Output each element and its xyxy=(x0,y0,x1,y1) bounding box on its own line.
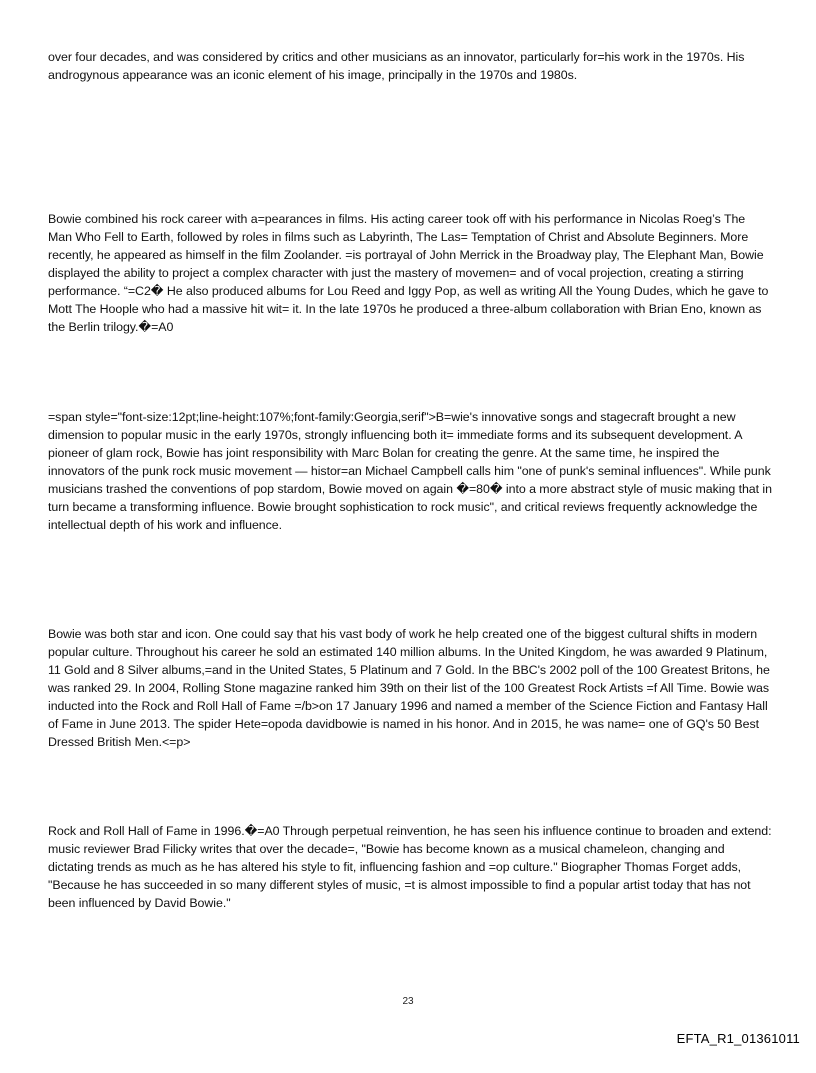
body-paragraph-5: Rock and Roll Hall of Fame in 1996.�=A0 Through perpetual reinvention, he has seen his influence continue to broaden and extend: music reviewer Brad Filicky writes that over the decade=, "Bowie has become known as a musical chameleon, changing and dictating trends as much as he has altered his style to fit, influencing fashion and =op culture." Biographer Thomas Forget adds, "Because he has succeeded in so many different styles of music, =t is almost impossible to find a popular artist today that has not been influenced by David Bowie." xyxy=(48,824,772,910)
document-id: EFTA_R1_01361011 xyxy=(676,1031,800,1046)
page-number: 23 xyxy=(402,996,414,1007)
body-paragraph-4: Bowie was both star and icon. One could say that his vast body of work he help created one of the biggest cultural shifts in modern popular culture. Throughout his career he sold an estimated 140 million albums. In the United Kingdom, he was awarded 9 Platinum, 11 Gold and 8 Silver albums,=and in the United States, 5 Platinum and 7 Gold. In the BBC's 2002 poll of the 100 Greatest Britons, he was ranked 29. In 2004, Rolling Stone magazine ranked him 39th on their list of the 100 Greatest Rock Artists =f All Time. Bowie was inducted into the Rock and Roll Hall of Fame =/b>on 17 January 1996 and named a member of the Science Fiction and Fantasy Hall of Fame in June 2013. The spider Hete=opoda davidbowie is named in his honor. And in 2015, he was name= one of GQ's 50 Best Dressed British Men.<=p> xyxy=(48,627,770,749)
body-paragraph-3: =span style="font-size:12pt;line-height:107%;font-family:Georgia,serif">B=wie's innovative songs and stagecraft brought a new dimension to popular music in the early 1970s, strongly influencing both it= immediate forms and its subsequent development. A pioneer of glam rock, Bowie has joint responsibility with Marc Bolan for creating the genre. At the same time, he inspired the innovators of the punk rock music movement — histor=an Michael Campbell calls him "one of punk's seminal influences". While punk musicians trashed the conventions of pop stardom, Bowie moved on again �=80� into a more abstract style of music making that in turn became a transforming influence. Bowie brought sophistication to rock music", and critical reviews frequently acknowledge the intellectual depth of his work and influence. xyxy=(48,410,772,532)
body-paragraph-1: over four decades, and was considered by critics and other musicians as an innovator, particularly for=his work in the 1970s. His androgynous appearance was an iconic element of his image, principally in the 1970s and 1980s. xyxy=(48,50,745,82)
body-paragraph-2: Bowie combined his rock career with a=pearances in films. His acting career took off with his performance in Nicolas Roeg’s The Man Who Fell to Earth, followed by roles in films such as Labyrinth, The Las= Temptation of Christ and Absolute Beginners. More recently, he appeared as himself in the film Zoolander. =is portrayal of John Merrick in the Broadway play, The Elephant Man, Bowie displayed the ability to project a complex character with just the mastery of movemen= and of vocal projection, creating a stirring performance. “=C2� He also produced albums for Lou Reed and Iggy Pop, as well as writing All the Young Dudes, which he gave to Mott The Hoople who had a massive hit wit= it. In the late 1970s he produced a three-album collaboration with Brian Eno, known as the Berlin trilogy.�=A0 xyxy=(48,212,769,334)
